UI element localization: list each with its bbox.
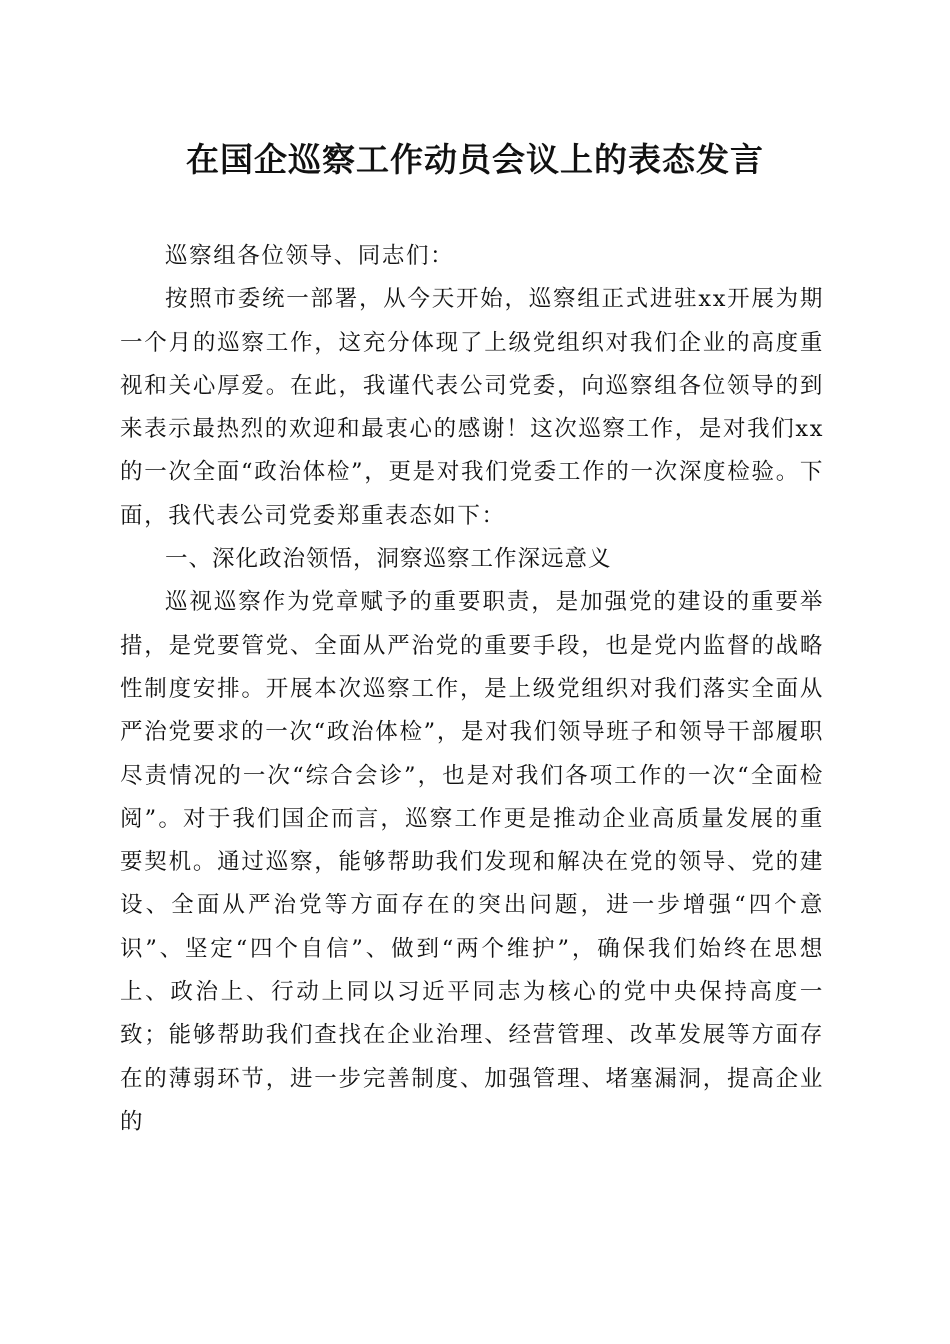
salutation: 巡察组各位领导、同志们：	[165, 243, 455, 269]
section-heading: 一、深化政治领悟，洞察巡察工作深远意义	[165, 546, 612, 573]
intro-paragraph: 按照市委统一部署，从今天开始，巡察组正式进驻xx开展为期一个月的巡察工作，这充分体现了上级党组织对我们企业的高度重视和关心厚爱。在此，我谨代表公司党委，向巡察组各位领导的到来表示最热烈的欢迎和最衷心的感谢！这次巡察工作，是对我们xx的一次全面“政治体检”，更是对我们党委工作的一次深度检验。下面，我代表公司党委郑重表态如下：	[120, 286, 824, 529]
document-body	[120, 235, 824, 1144]
section-paragraph: 巡视巡察作为党章赋予的重要职责，是加强党的建设的重要举措，是党要管党、全面从严治党的重要手段，也是党内监督的战略性制度安排。开展本次巡察工作，是上级党组织对我们落实全面从严治党要求的一次“政治体检”，是对我们领导班子和领导干部履职尽责情况的一次“综合会诊”，也是对我们各项工作的一次“全面检阅”。对于我们国企而言，巡察工作更是推动企业高质量发展的重要契机。通过巡察，能够帮助我们发现和解决在党的领导、党的建设、全面从严治党等方面存在的突出问题，进一步增强“四个意识”、坚定“四个自信”、做到“两个维护”，确保我们始终在思想上、政治上、行动上同以习近平同志为核心的党中央保持高度一致；能够帮助我们查找在企业治理、经营管理、改革发展等方面存在的薄弱环节，进一步完善制度、加强管理、堵塞漏洞，提高企业的	[120, 589, 824, 1135]
document-title: 在国企巡察工作动员会议上的表态发言	[186, 140, 764, 179]
